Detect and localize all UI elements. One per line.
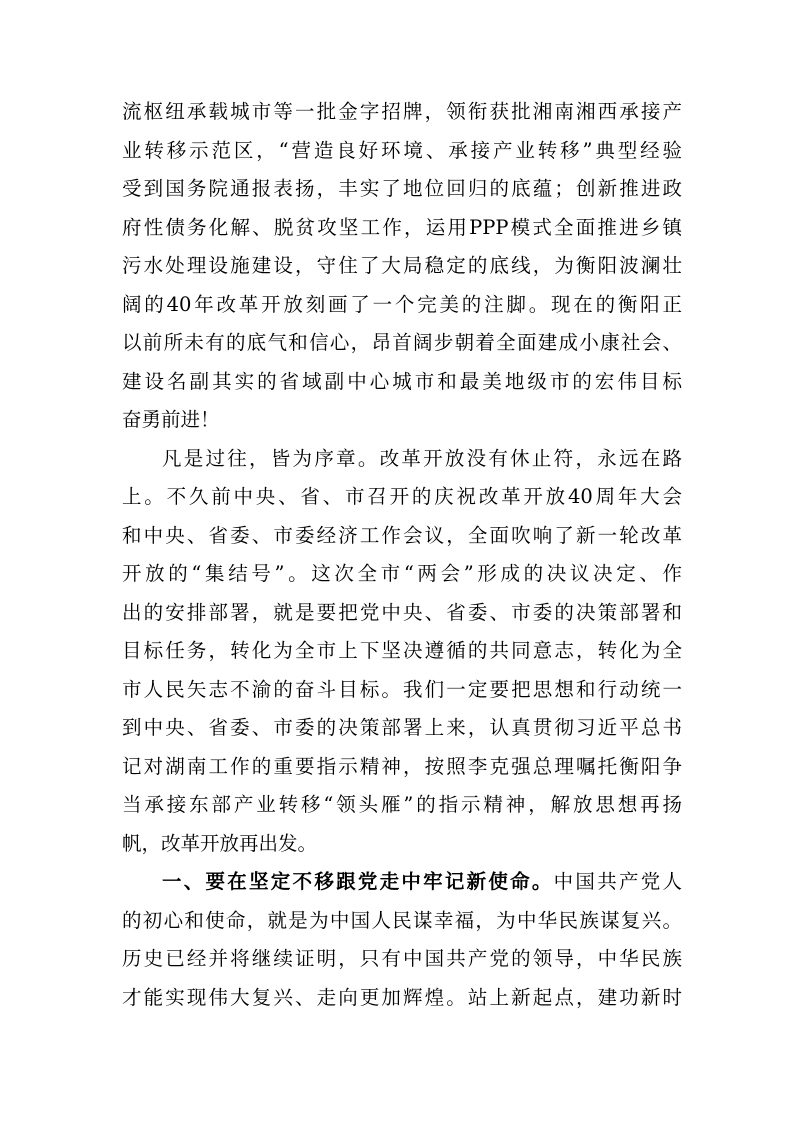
text-line: 流枢纽承载城市等一批金字招牌，领衔获批湘南湘西承接产 [122,100,682,123]
text-line: 开放的“集结号”。这次全市“两会”形成的决议决定、作 [122,562,682,585]
text-line: 和中央、省委、市委经济工作会议，全面吹响了新一轮改革 [122,523,682,547]
text-line: 凡是过往，皆为序章。改革开放没有休止符，永远在路 [162,446,682,470]
paragraph-1 [122,93,682,440]
text-line: 奋勇前进！ [122,408,220,431]
body-text [122,93,682,1017]
text-line: 以前所未有的底气和信心，昂首阔步朝着全面建成小康社会、 [122,331,682,354]
text-line [122,863,682,902]
paragraph-2 [122,440,682,864]
text-line: 出的安排部署，就是要把党中央、省委、市委的决策部署和 [122,600,682,624]
text-line: 上。不久前中央、省、市召开的庆祝改革开放40周年大会 [122,485,682,508]
text-line: 市人民矢志不渝的奋斗目标。我们一定要把思想和行动统一 [122,677,682,701]
text-line: 受到国务院通报表扬，丰实了地位回归的底蕴；创新推进政 [122,177,682,200]
text-line: 污水处理设施建设，守住了大局稳定的底线，为衡阳波澜壮 [122,254,682,277]
paragraph-3 [122,863,682,1017]
text-line: 业转移示范区，“营造良好环境、承接产业转移”典型经验 [122,138,682,162]
text-line: 记对湖南工作的重要指示精神，按照李克强总理嘱托衡阳争 [122,754,682,778]
text-line: 的初心和使命，就是为中国人民谋幸福，为中华民族谋复兴。 [122,908,682,932]
text-line: 当承接东部产业转移“领头雁”的指示精神，解放思想再扬 [122,793,682,816]
text-line: 阔的40年改革开放刻画了一个完美的注脚。现在的衡阳正 [122,292,682,316]
text-line: 建设名副其实的省域副中心城市和最美地级市的宏伟目标 [122,369,682,393]
text-line: 历史已经并将继续证明，只有中国共产党的领导，中华民族 [122,947,682,970]
text-line: 到中央、省委、市委的决策部署上来，认真贯彻习近平总书 [122,716,682,739]
section-heading: 一、要在坚定不移跟党走中牢记新使命。 [162,870,554,893]
text-line: 才能实现伟大复兴、走向更加辉煌。站上新起点，建功新时 [122,985,682,1009]
text-line: 目标任务，转化为全市上下坚决遵循的共同意志，转化为全 [122,639,682,662]
text-run: 中国共产党人 [553,870,682,893]
text-line: 帆，改革开放再出发。 [122,831,318,855]
text-line: 府性债务化解、脱贫攻坚工作，运用PPP模式全面推进乡镇 [122,215,682,239]
